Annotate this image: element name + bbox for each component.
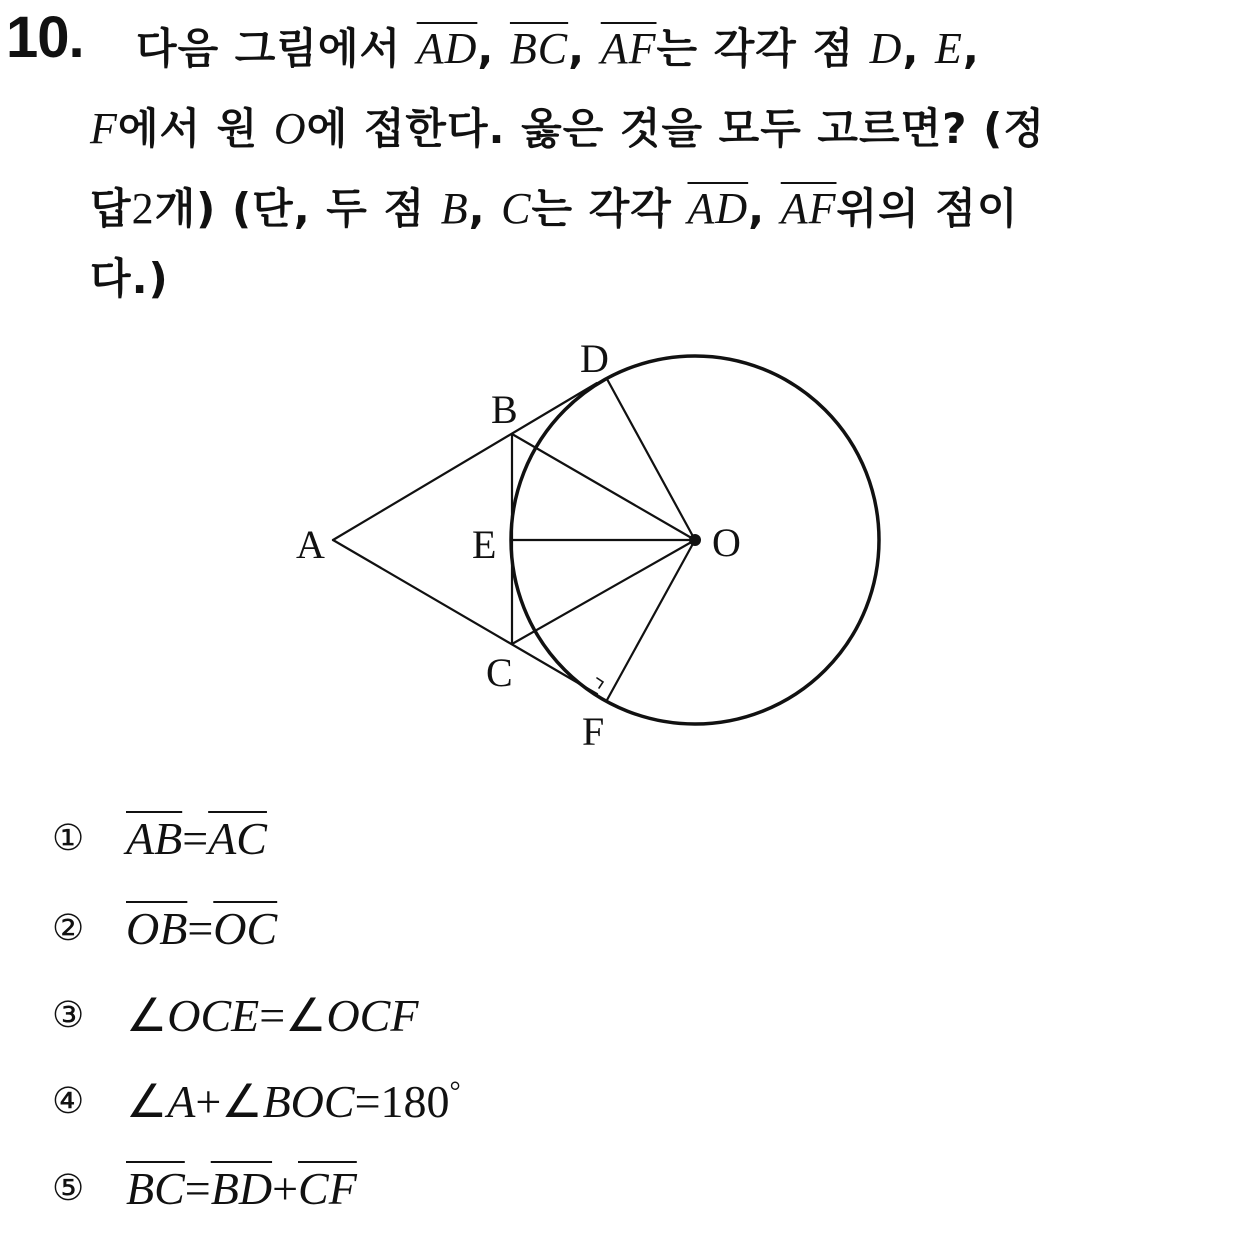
stem-comma: , [477,24,510,73]
choice-number: ⑤ [52,1168,85,1209]
stem-text: 다.) [90,254,169,303]
choice-expression: $\overline{OB}=\overline{OC}$ [126,903,278,954]
label-e: E [472,522,497,567]
stem-text: 에서 원 [117,104,274,153]
label-o: O [712,520,741,565]
point-c: C [501,184,532,233]
stem-text: 위의 점이 [836,184,1019,233]
choice-4[interactable] [52,1074,461,1128]
stem-text: 에 접한다. 옳은 것을 모두 고르면? (정 [306,104,1045,153]
segment-ad: $\overline{AD}$ [416,24,478,73]
choice-expression: $\overline{AB}=\overline{AC}$ [126,813,267,864]
stem-text: 는 각각 [531,184,688,233]
segment-af: $\overline{AF}$ [600,24,657,73]
choice-3[interactable] [52,988,418,1042]
stem-comma: , [962,24,980,73]
question-number: 10. [6,5,84,70]
point-d: D [869,24,903,73]
stem-comma: , [748,184,781,233]
stem-comma: , [902,24,936,73]
stem-comma: , [568,24,601,73]
choice-5[interactable] [52,1162,357,1215]
point-b: B [440,184,469,233]
answer-count: 2 [131,184,155,233]
label-c: C [486,650,513,695]
segment-od [607,379,695,540]
choice-number: ② [52,908,85,949]
segment-af: $\overline{AF}$ [780,184,837,233]
stem-comma: , [468,184,502,233]
choice-expression: ∠A+∠BOC=180° [126,1076,461,1127]
point-e: E [935,24,963,73]
choice-expression: ∠OCE=∠OCF [126,990,419,1041]
choice-2[interactable] [52,902,277,955]
label-a: A [296,522,325,567]
label-d: D [580,336,609,381]
right-angle-mark [597,678,603,688]
choice-number: ③ [52,994,85,1036]
choice-number: ① [52,818,85,859]
segment-bc: $\overline{BC}$ [509,24,569,73]
label-f: F [582,709,605,754]
center-point-o [689,534,701,546]
stem-text: 는 각각 점 [656,24,870,73]
stem-text: 개) (단, 두 점 [154,184,441,233]
stem-text: 답 [90,184,132,233]
choice-expression: $\overline{BC}=\overline{BD}+\overline{CF}$ [126,1163,357,1214]
choice-number: ④ [52,1080,85,1122]
segment-ob [512,434,695,540]
point-f: F [90,104,118,153]
choice-1[interactable] [52,812,267,865]
segment-ad: $\overline{AD}$ [687,184,749,233]
stem-text: 다음 그림에서 [136,24,417,73]
label-b: B [491,387,518,432]
circle-o: O [273,104,307,153]
